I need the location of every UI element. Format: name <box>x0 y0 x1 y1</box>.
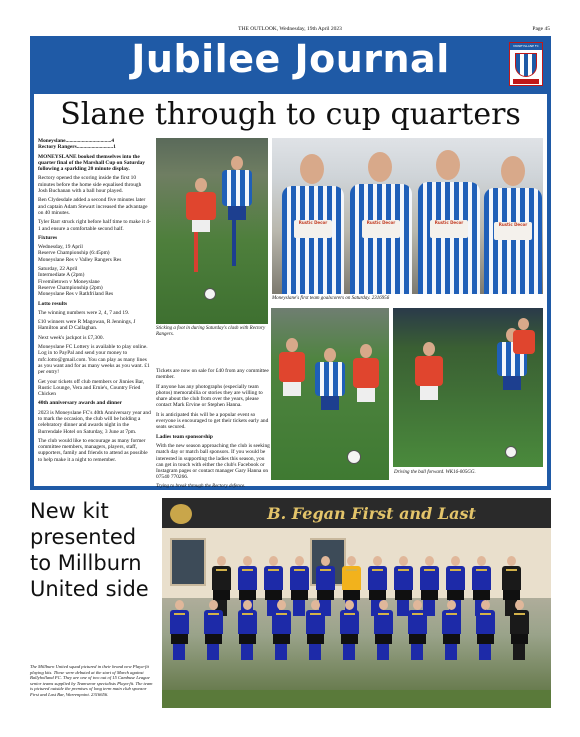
kit-story-title: New kit presented to Millburn United side <box>30 499 149 601</box>
article-paragraph: Tyler Barr struck right before half time to make it 4-1 and ensure a comfortable second half. <box>38 219 151 232</box>
football-icon <box>204 288 216 300</box>
red-shirt <box>415 356 443 386</box>
awards-heading: 40th anniversary awards and dinner <box>38 400 122 407</box>
score-away: Rectory Rangers...........................1 <box>38 144 116 151</box>
blue-shirt <box>418 182 480 294</box>
shop-sign: B. Fegan First and Last <box>267 504 476 523</box>
photo-driving-forward <box>393 308 543 467</box>
masthead-title: Jubilee Journal <box>131 37 450 81</box>
player-head <box>300 154 324 184</box>
player-red <box>415 342 443 442</box>
article-column-1 <box>38 138 151 466</box>
photo-team-new-kit <box>162 498 551 708</box>
article-paragraph: Ben Clydesdale added a second five minutes later and captain Adam Stewart increased the advantage on 40 minutes. <box>38 197 148 216</box>
white-shorts <box>420 386 438 400</box>
photo-tackle <box>156 138 268 324</box>
blue-shirt <box>350 184 412 294</box>
player-blue <box>315 348 345 448</box>
club-crest-icon <box>509 42 543 86</box>
jubilee-journal-panel <box>30 36 551 490</box>
player-red <box>186 178 216 238</box>
bar-crest-icon <box>170 504 192 524</box>
blue-shorts <box>503 376 521 390</box>
shirt-sponsor: Rustic Decor <box>494 222 532 240</box>
lotto-paragraph: Moneyslane FC Lottery is available to play online. Log in to PayPal and send your money to mfc.lotto@gmail.com. You can play as many lines as you want and for as many weeks as you want. £1 per entry! <box>38 344 150 376</box>
awards-paragraph: If anyone has any photographs (especially team photos) memorabilia or stories they are willing to share about the club from over the years, please contact Mark Ervine or Stephen Hanna. <box>156 383 263 409</box>
white-shorts <box>192 220 210 232</box>
article-column-2 <box>156 368 271 493</box>
masthead <box>30 36 551 94</box>
football-icon <box>347 450 361 464</box>
player-head <box>324 348 336 362</box>
shirt-sponsor: Rustic Decor <box>430 220 468 238</box>
white-shorts <box>283 382 301 396</box>
kit-story-caption: The Millburn United squad pictured in their brand new Playa-fit playing kits. These were debuted at the start of March against Ballyholland FC. They are one of two out of 15 Cambuse League senior teams supplied by Teamwear specialists Playa-fit. The team is pictured outside the premises of long term main club sponsor First and Last Bar, Warrenpoint. 2316656. <box>30 664 153 697</box>
photo-goalscorers <box>272 138 543 294</box>
blue-shirt <box>222 170 252 206</box>
player-head <box>423 342 435 356</box>
awards-paragraph: The club would like to encourage as many former committee members, managers, players, staff, supporters, family and friends to attend as possible to help make it a night to remember. <box>38 437 148 463</box>
fixture-line: Wednesday, 19 April <box>38 244 83 251</box>
white-shorts <box>357 388 375 402</box>
caption-tackle: Sticking a foot in during Saturday's clash with Rectory Rangers. <box>156 326 266 337</box>
player-red <box>353 344 379 444</box>
window <box>170 538 206 586</box>
photo-trying-break <box>271 308 389 480</box>
ladies-heading: Ladies team sponsorship <box>156 433 213 440</box>
player-head <box>195 178 207 192</box>
fixture-line: Intermediate A (2pm) <box>38 272 85 279</box>
red-sock <box>194 232 198 272</box>
running-head <box>30 26 550 36</box>
goalscorer <box>282 154 344 294</box>
lotto-paragraph: Get your tickets off club members or Jinnies Bar, Rustic Lounge, Vera and Ernie's, Country Fried Chicken <box>38 378 145 398</box>
player-head <box>286 338 298 352</box>
football-icon <box>505 446 517 458</box>
red-shirt <box>513 330 535 354</box>
player-head <box>436 150 460 180</box>
shirt-sponsor: Rustic Decor <box>294 220 332 238</box>
blue-shorts <box>321 396 339 410</box>
lotto-paragraph: £10 winners were R Magowan, R Jennings, J Hamilton and D Callaghan. <box>38 319 136 332</box>
crest-ribbon <box>513 79 539 84</box>
crest-shield <box>515 53 537 77</box>
red-shirt <box>279 352 305 382</box>
player-red <box>279 338 305 438</box>
blue-sock <box>232 220 236 266</box>
caption-driving: Driving the ball forward. WK16-005GG. <box>394 470 476 475</box>
goalscorer <box>350 152 412 294</box>
caption-goalscorers: Moneyslane's first team goalscorers on Saturday. 2316956 <box>272 296 390 301</box>
article-lede: MONEYSLANE booked themselves into the quarter final of the Marshall Cup on Saturday following a sparkling 20 minute display. <box>38 153 145 173</box>
fixture-line: Fivemiletown v Moneyslane <box>38 278 100 285</box>
player-head <box>501 156 525 186</box>
goalscorer <box>484 156 542 294</box>
front-row <box>168 600 548 696</box>
shirt-sponsor: Rustic Decor <box>362 220 400 238</box>
score-line <box>38 138 151 151</box>
ladies-paragraph: With the new season approaching the club is seeking match day or match ball sponsors. If you would be interested in supporting the ladies this season, you can get in touch with either the club's Facebook or Instagram pages or contact manager Gary Hanna on 07540 770266. <box>156 442 270 481</box>
lotto-paragraph: The winning numbers were 2, 4, 7 and 19. <box>38 309 130 316</box>
lotto-heading: Lotto results <box>38 300 68 307</box>
player-red <box>513 318 535 378</box>
lotto-paragraph: Next week's jackpot is £7,300. <box>38 334 104 341</box>
player-blue <box>222 154 252 244</box>
article-headline: Slane through to cup quarters <box>60 97 521 132</box>
awards-paragraph: Tickets are now on sale for £40 from any committee member. <box>156 368 269 381</box>
player-head <box>518 318 529 330</box>
blue-shirt <box>282 186 344 294</box>
caption-trying: Trying to break through the Rectory defence. <box>156 483 246 489</box>
fixture-line: Reserve Championship (6:45pm) <box>38 250 110 257</box>
issue-line: THE OUTLOOK, Wednesday, 19th April 2023 <box>238 26 342 32</box>
red-shirt <box>186 192 216 220</box>
fixture-line: Moneyslane Res v Rathfriland Res <box>38 291 114 298</box>
score-home: Moneyslane..................................4 <box>38 138 115 144</box>
fixture-line: Saturday, 22 April <box>38 266 78 273</box>
page-number: Page 45 <box>532 26 550 32</box>
player-head <box>231 156 243 170</box>
crest-band: MONEYSLANE FC <box>510 43 542 50</box>
blue-shorts <box>228 206 246 220</box>
player-head <box>368 152 392 182</box>
blue-shirt <box>484 188 542 294</box>
goalscorer <box>418 150 480 294</box>
player-head <box>360 344 372 358</box>
blue-shirt <box>315 362 345 396</box>
article-paragraph: Rectory opened the scoring inside the first 10 minutes before the home side equalised through Josh Buchanan with a ball hour played. <box>38 175 142 195</box>
fixtures-list <box>38 266 151 297</box>
red-shirt <box>353 358 379 388</box>
fixture-line: Reserve Championship (2pm) <box>38 284 103 291</box>
article-area <box>34 94 547 489</box>
awards-paragraph: 2023 is Moneyslane FC's 40th Anniversary year and to mark the occasion, the club will be holding a celebratory dinner and awards night in the Burrendale Hotel on Saturday, 3 June at 7pm. <box>38 409 151 435</box>
grass <box>162 690 551 708</box>
fixtures-list <box>38 244 151 263</box>
awards-paragraph: It is anticipated this will be a popular event so everyone is encouraged to get their tickets early and seats secured. <box>156 411 269 431</box>
fixtures-heading: Fixtures <box>38 234 58 241</box>
fixture-line: Moneyslane Res v Valley Rangers Res <box>38 256 122 263</box>
shop-front <box>162 498 551 528</box>
